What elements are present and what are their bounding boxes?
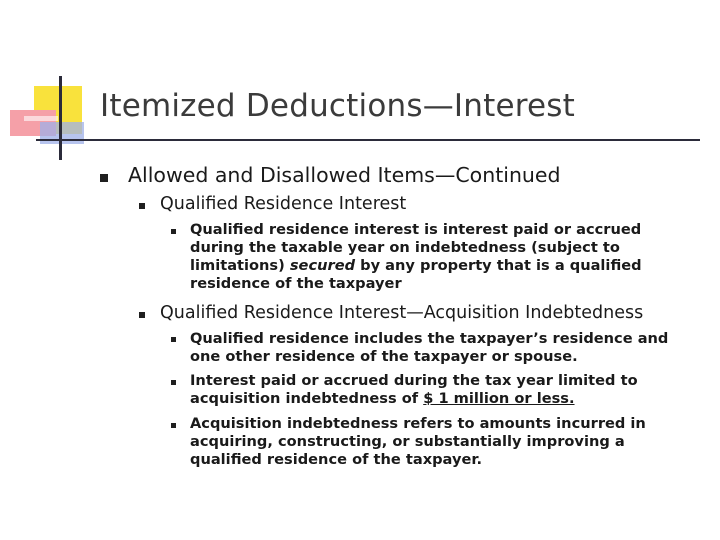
square-bullet-icon [171, 380, 176, 385]
list-item [190, 415, 695, 469]
section-heading-acquisition-indebtedness: Qualified Residence Interest—Acquisition Indebtedness [160, 303, 644, 323]
item-italic-text: secured [289, 257, 356, 274]
item-text: Qualified residence interest is interest paid or accrued during the taxable year on indebtedness (subject to limitations) [190, 221, 642, 274]
square-bullet-icon [139, 312, 145, 318]
square-bullet-icon [171, 423, 176, 428]
square-bullet-icon [139, 203, 145, 209]
item-underlined-text: $ 1 million or less. [423, 390, 575, 407]
title-underline-rule [36, 139, 700, 141]
level1-heading: Allowed and Disallowed Items—Continued [128, 163, 561, 187]
list-item [190, 221, 695, 293]
slide-title: Itemized Deductions—Interest [100, 88, 575, 124]
logo-vertical-line [59, 76, 62, 160]
section-heading-qualified-residence-interest: Qualified Residence Interest [160, 194, 407, 214]
list-item [190, 330, 695, 366]
square-bullet-icon [171, 229, 176, 234]
item-text: by any property that is a qualified residence of the taxpayer [190, 257, 642, 292]
list-item [190, 372, 695, 408]
item-text: Qualified residence includes the taxpayer’s residence and one other residence of the taxpayer or spouse. [190, 330, 669, 365]
square-bullet-icon [171, 337, 176, 342]
square-bullet-icon [100, 174, 108, 182]
item-text: Interest paid or accrued during the tax year limited to acquisition indebtedness of [190, 372, 638, 407]
item-text: Acquisition indebtedness refers to amounts incurred in acquiring, constructing, or substantially improving a qualified residence of the taxpayer. [190, 415, 646, 468]
